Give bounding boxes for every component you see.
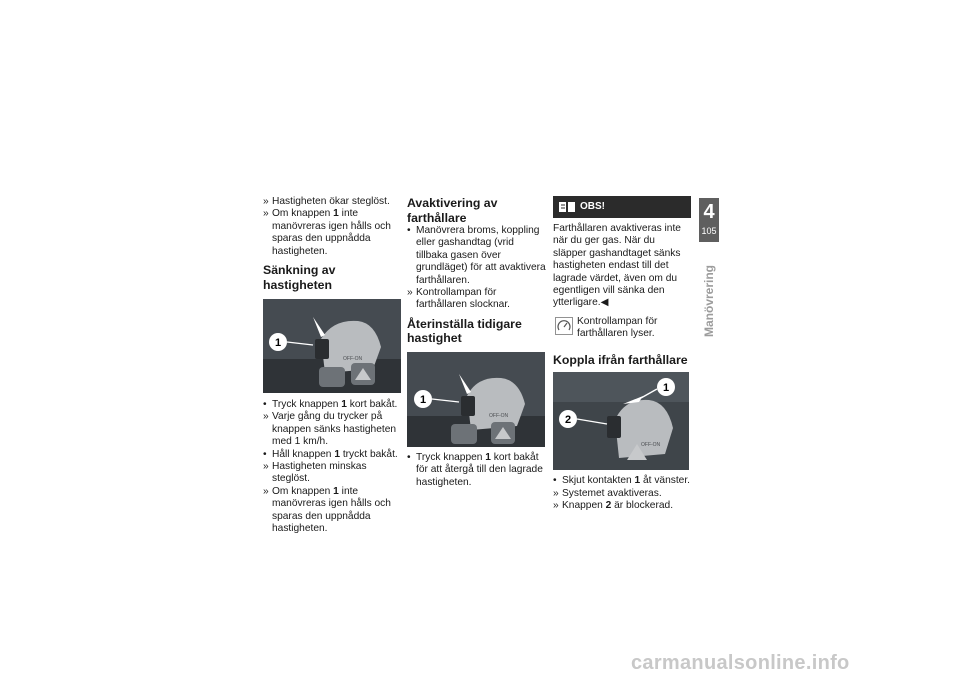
handlebar-photo-2 — [407, 352, 545, 447]
note-body: Farthållaren avaktiveras inte när du ger gas. När du släpper gashandtaget sänks hastigheten endast till det lagrade värdet, även om du egentligen vill sänka den ytterligare.◀ — [553, 223, 681, 309]
chapter-number: 4 — [703, 201, 715, 223]
note-header — [553, 196, 691, 218]
list-item: » Om knappen 1 inte manövreras igen hålls och sparas den uppnådda hastigheten. — [263, 485, 391, 535]
column-2 — [407, 196, 547, 489]
cruise-control-lamp-icon — [555, 317, 573, 335]
heading-disengage: Koppla ifrån farthållare — [553, 352, 688, 367]
bullet-icon: • — [263, 448, 267, 460]
end-mark-icon: ◀ — [600, 297, 609, 309]
intro-list — [263, 196, 401, 258]
bullet-icon: • — [407, 225, 411, 236]
deactivate-list — [407, 225, 547, 312]
reference-number: 2 — [605, 500, 612, 512]
lamp-text: Kontrollampan för farthållaren lyser. — [577, 315, 658, 340]
reference-number: 1 — [333, 208, 339, 220]
reference-number: 1 — [634, 475, 641, 487]
info-book-icon — [559, 201, 575, 213]
result-arrow-icon: » — [263, 411, 269, 423]
switch-label: OFF-ON — [489, 412, 509, 419]
note-title: OBS! — [580, 201, 605, 212]
heading-resume-speed: Återinställa tidigare hastighet — [407, 316, 522, 346]
result-arrow-icon: » — [263, 485, 269, 497]
reference-number: 1 — [341, 399, 347, 411]
list-item: » Systemet avaktiveras. — [553, 487, 662, 499]
resume-list — [407, 452, 547, 489]
list-item: » Varje gång du trycker på knappen sänks hastigheten med 1 km/h. — [263, 411, 397, 448]
list-item: • Tryck knappen 1 kort bakåt för att återgå till den lagrade hastigheten. — [407, 451, 543, 488]
list-item: • Skjut kontakten 1 åt vänster. — [553, 475, 691, 487]
result-arrow-icon: » — [407, 287, 413, 299]
photo-label-1: 1 — [274, 337, 282, 350]
page-number: 105 — [701, 226, 717, 236]
photo-label-1: 1 — [419, 393, 427, 406]
list-item: • Manövrera broms, koppling eller gashandtag (vrid tillbaka gasen över grundläget) för att avaktivera farthållaren. — [407, 225, 546, 286]
switch-label: OFF-ON — [641, 442, 661, 449]
steps-list — [263, 399, 401, 535]
bullet-icon: • — [407, 451, 411, 463]
lamp-note — [553, 316, 691, 344]
disengage-steps — [553, 475, 691, 512]
result-arrow-icon: » — [263, 196, 269, 207]
bullet-icon: • — [553, 475, 557, 487]
column-1 — [263, 196, 401, 536]
watermark: carmanualsonline.info — [631, 652, 850, 674]
photo-label-1: 1 — [662, 382, 670, 395]
reference-number: 1 — [485, 451, 491, 463]
handlebar-photo-3 — [553, 372, 689, 470]
list-item: • Håll knappen 1 tryckt bakåt. — [263, 448, 398, 460]
section-label: Manövrering — [702, 264, 716, 338]
handlebar-photo-1 — [263, 299, 401, 393]
list-item: » Hastigheten ökar steglöst. — [263, 196, 390, 207]
list-item: • Tryck knappen 1 kort bakåt. — [263, 399, 398, 411]
reference-number: 1 — [333, 485, 339, 497]
photo-label-2: 2 — [564, 414, 572, 427]
list-item: » Hastigheten minskas steglöst. — [263, 461, 367, 485]
bullet-icon: • — [263, 399, 267, 411]
switch-label: OFF-ON — [343, 356, 363, 363]
list-item: » Om knappen 1 inte manövreras igen hålls och sparas den uppnådda hastigheten. — [263, 208, 391, 257]
reference-number: 1 — [334, 448, 340, 460]
heading-decrease-speed: Sänkning av hastigheten — [263, 263, 336, 292]
list-item: » Kontrollampan för farthållaren slocknar. — [407, 287, 510, 311]
chapter-tab — [699, 198, 719, 242]
result-arrow-icon: » — [553, 500, 559, 512]
result-arrow-icon: » — [553, 487, 559, 499]
result-arrow-icon: » — [263, 208, 269, 220]
list-item: » Knappen 2 är blockerad. — [553, 500, 674, 512]
column-3 — [553, 196, 691, 513]
result-arrow-icon: » — [263, 461, 269, 473]
heading-deactivate: Avaktivering av farthållare — [407, 196, 498, 225]
